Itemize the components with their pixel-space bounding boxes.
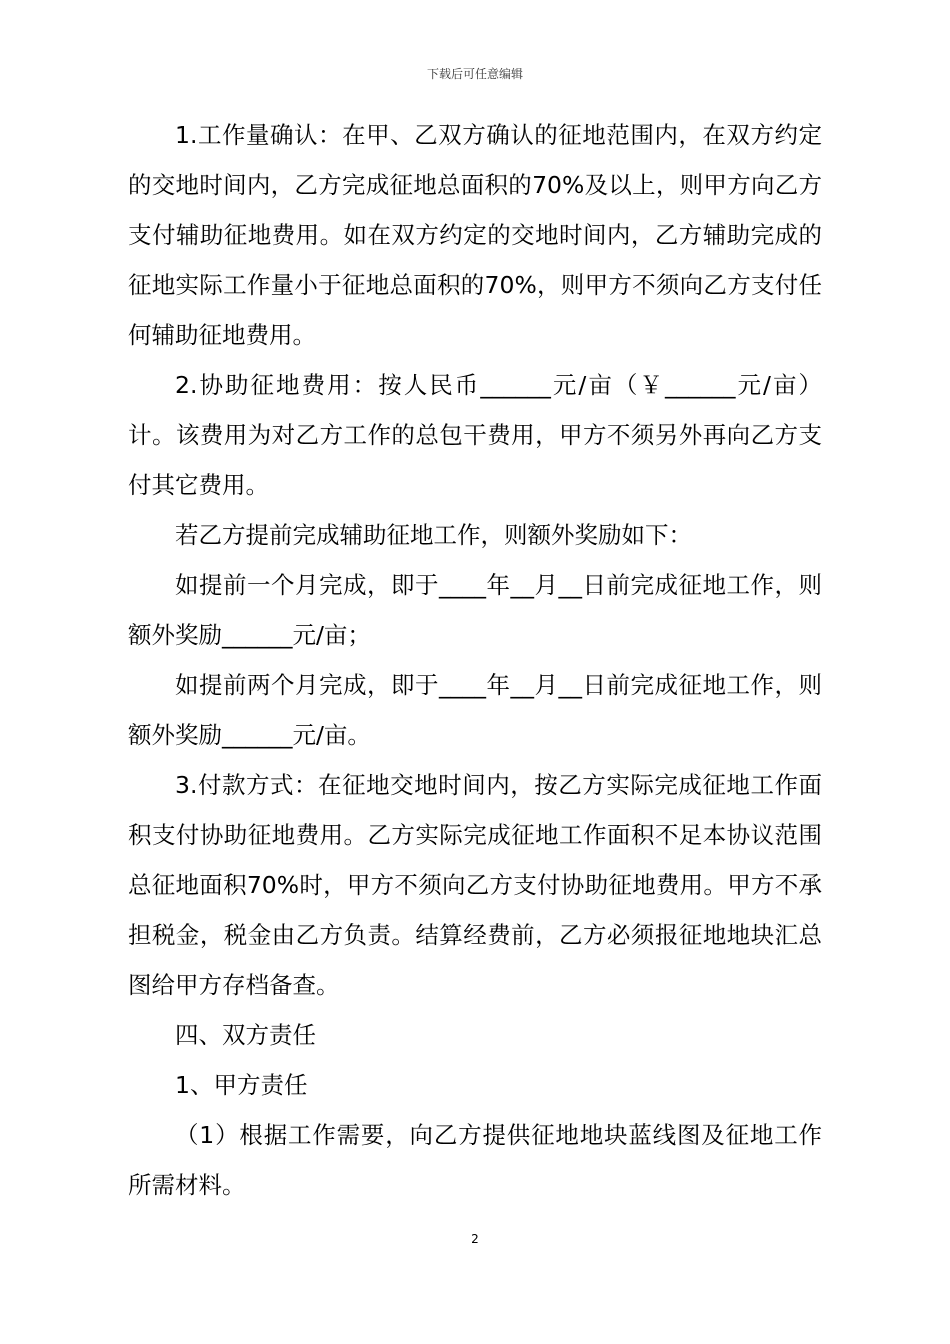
clause-party-a-item-1: （1）根据工作需要，向乙方提供征地地块蓝线图及征地工作所需材料。 — [128, 1121, 822, 1199]
page-number: 2 — [471, 1232, 479, 1246]
clause-early-completion-intro: 若乙方提前完成辅助征地工作，则额外奖励如下： — [175, 521, 692, 549]
clause-one-month-early: 如提前一个月完成，即于____年__月__日前完成征地工作，则额外奖励______元/亩； — [128, 571, 822, 649]
page-header: 下载后可任意编辑 — [426, 67, 523, 81]
clause-assistance-fee: 2.协助征地费用：按人民币______元/亩（￥______元/亩）计。该费用为对乙方工作的总包干费用，甲方不须另外再向乙方支付其它费用。 — [128, 371, 822, 499]
clause-payment-method: 3.付款方式：在征地交地时间内，按乙方实际完成征地工作面积支付协助征地费用。乙方实际完成征地工作面积不足本协议范围总征地面积70%时，甲方不须向乙方支付协助征地费用。甲方不承担税金，税金由乙方负责。结算经费前，乙方必须报征地地块汇总图给甲方存档备查。 — [128, 771, 822, 999]
subheading-party-a-responsibilities: 1、甲方责任 — [175, 1071, 308, 1099]
document-body — [128, 110, 822, 1210]
clause-two-months-early: 如提前两个月完成，即于____年__月__日前完成征地工作，则额外奖励______元/亩。 — [128, 671, 822, 749]
clause-workload-confirmation: 1.工作量确认：在甲、乙双方确认的征地范围内，在双方约定的交地时间内，乙方完成征地总面积的70%及以上，则甲方向乙方支付辅助征地费用。如在双方约定的交地时间内，乙方辅助完成的征地实际工作量小于征地总面积的70%，则甲方不须向乙方支付任何辅助征地费用。 — [128, 121, 822, 349]
section-heading-responsibilities: 四、双方责任 — [175, 1021, 316, 1049]
